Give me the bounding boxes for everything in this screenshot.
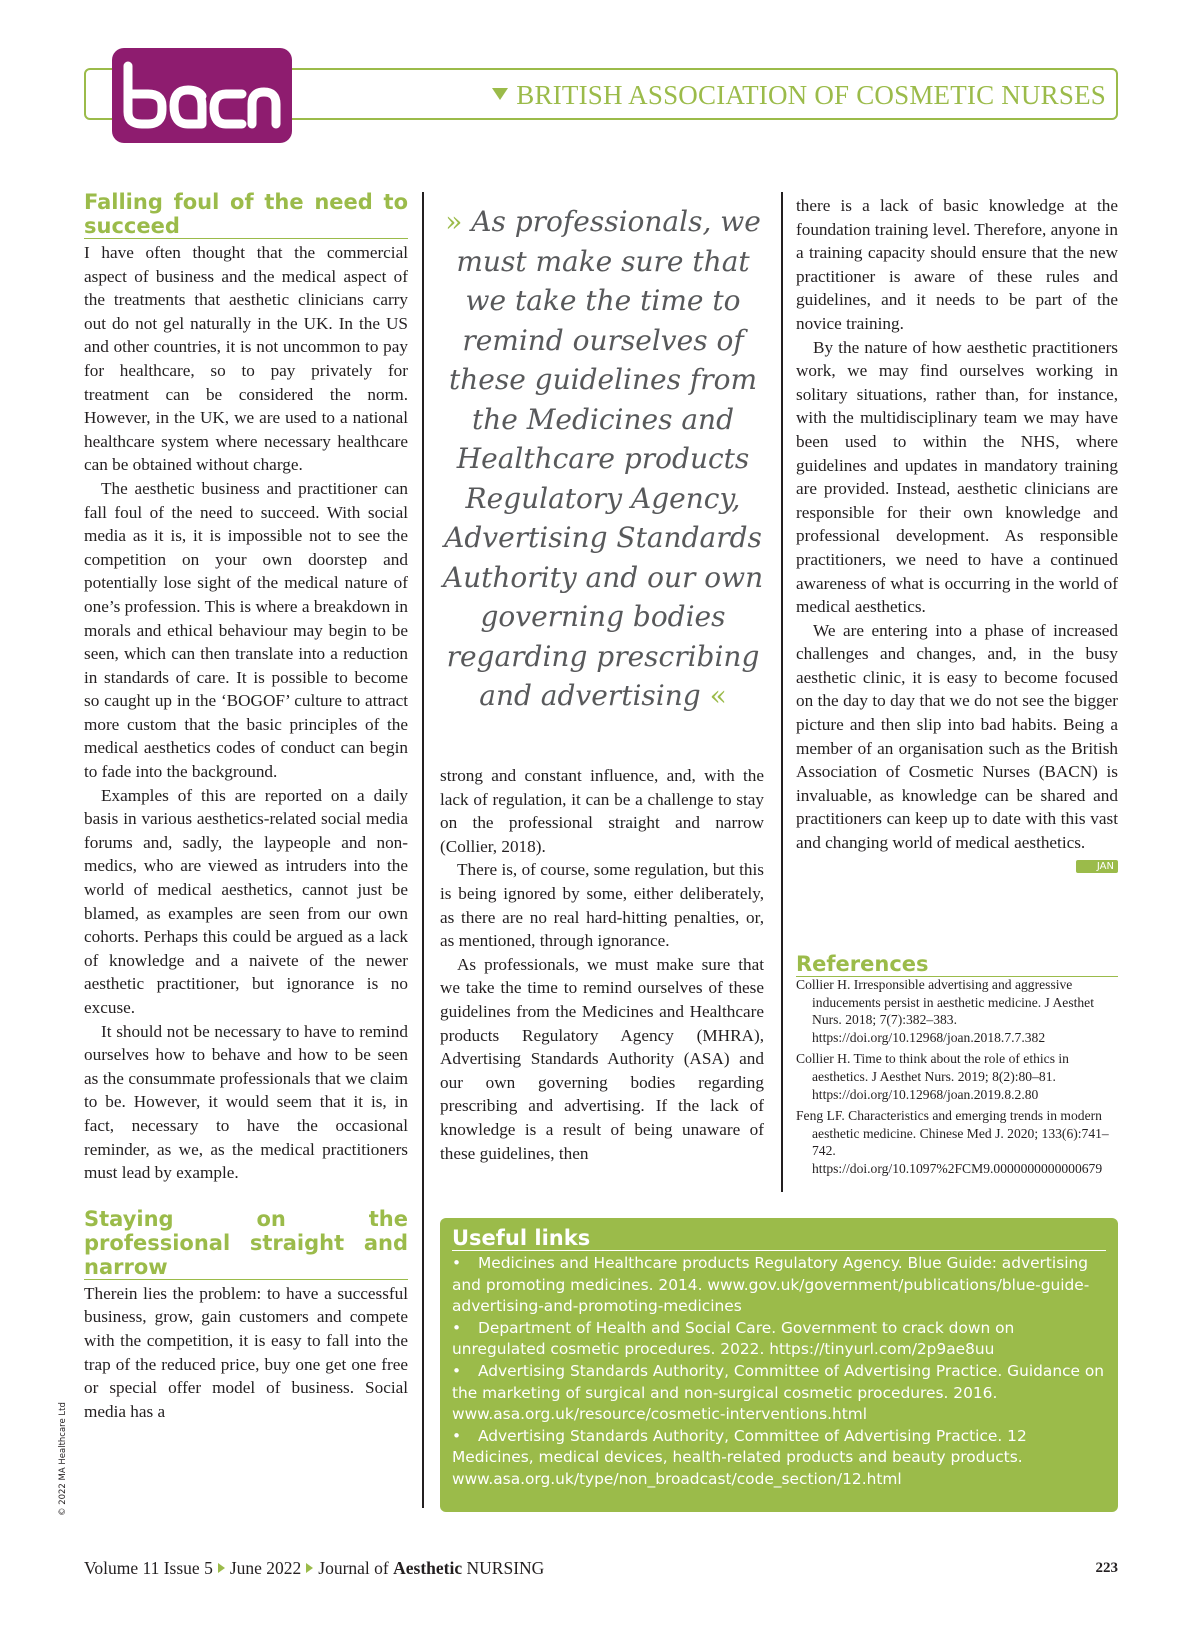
bullet-icon: • (452, 1426, 462, 1445)
footer-volume: Volume 11 Issue 5 (84, 1558, 213, 1578)
column-left (84, 190, 408, 1423)
paragraph: Examples of this are reported on a daily basis in various aesthetics-related social media forums and, sadly, the laypeople and non-medics, who are viewed as intruders into the world of medical aesthetics, cannot just be blamed, as examples are seen from our own cohorts. Perhaps this could be argued as a lack of knowledge and a naivete of the newer aesthetic practitioner, but ignorance is no excuse. (84, 785, 408, 1017)
paragraph: As professionals, we must make sure that we take the time to remind ourselves of these guidelines from the Medicines and Healthcare products Regulatory Agency (MHRA), Advertising Standards Authority (ASA) and our own governing bodies regarding prescribing and advertising. If the lack of knowledge is a result of being unaware of these guidelines, then (440, 954, 764, 1163)
paragraph: Therein lies the problem: to have a successful business, grow, gain customers and compete with the competition, it is easy to fall into the trap of the reduced price, buy one get one free or special offer model of business. Social media has a (84, 1283, 408, 1421)
useful-link-item: • Department of Health and Social Care. Government to crack down on unregulated cosmetic procedures. 2022. https://tinyurl.com/2p9ae8uu (452, 1318, 1015, 1359)
footer-journal-bold: Aesthetic (393, 1558, 463, 1578)
copyright-notice: © 2022 MA Healthcare Ltd (58, 1402, 68, 1516)
paragraph: It should not be necessary to have to remind ourselves how to behave and how to be seen as the consummate professionals that we claim to be. However, it would seem that it is, in fact, necessary to have the occasional reminder, as we, as the medical practitioners must lead by example. (84, 1021, 408, 1183)
paragraph: There is, of course, some regulation, but this is being ignored by some, either deliberately, as there are no real hard-hitting penalties, or, as mentioned, through ignorance. (440, 860, 764, 951)
pull-quote-text: As professionals, we must make sure that we take the time to remind ourselves of these guidelines from the Medicines and Healthcare products Regulatory Agency, Advertising Standards Authority and our own governing bodies regarding prescribing and advertising (442, 205, 764, 712)
end-mark-badge: JAN (1076, 860, 1118, 873)
bacn-logo-mark (118, 60, 286, 132)
references-heading: References (796, 952, 1118, 977)
section-heading: Staying on the professional straight and narrow (84, 1206, 408, 1279)
footer-date: June 2022 (229, 1558, 302, 1578)
triangle-right-icon (306, 1563, 313, 1573)
column-divider (781, 192, 783, 1192)
useful-links-box (440, 1218, 1118, 1512)
paragraph: strong and constant influence, and, with the lack of regulation, it can be a challenge to stay on the professional straight and narrow (Collier, 2018). (440, 766, 764, 856)
column-divider (422, 192, 424, 1508)
pull-quote (440, 202, 766, 716)
paragraph: By the nature of how aesthetic practitioners work, we may find ourselves working in solitary situations, rather than, for instance, with the multidisciplinary team we may have been used to within the NHS, where guidelines and updates in mandatory training are provided. Instead, aesthetic clinicians are responsible for their own knowledge and professional development. As responsible practitioners, we need to have a continued awareness of what is occurring in the world of medical aesthetics. (796, 337, 1118, 617)
column-right (796, 194, 1118, 873)
quote-open-mark: » (445, 205, 463, 238)
triangle-down-icon (492, 88, 508, 100)
footer-citation (84, 1558, 544, 1579)
reference-item: Collier H. Irresponsible advertising and aggressive inducements persist in aesthetic medicine. J Aesthet Nurs. 2018; 7(7):382–383. https://doi.org/10.12968/joan.2018.7.7.382 (796, 977, 1094, 1045)
triangle-right-icon (218, 1563, 225, 1573)
useful-link-item: • Advertising Standards Authority, Committee of Advertising Practice. 12 Medicines, medical devices, health-related products and beauty products. www.asa.org.uk/type/non_broadcast/code_section/12.html (452, 1426, 1027, 1488)
quote-close-mark: « (709, 679, 727, 712)
section-heading: Falling foul of the need to succeed (84, 190, 408, 238)
bacn-logo (112, 48, 292, 143)
paragraph: I have often thought that the commercial aspect of business and the medical aspect of the treatments that aesthetic clinicians carry out do not gel naturally in the UK. In the US and other countries, it is not uncommon to pay for healthcare, so to pay privately for treatment can be considered the norm. However, in the UK, we are used to a national healthcare system where necessary healthcare can be obtained without charge. (84, 243, 408, 475)
paragraph: We are entering into a phase of increased challenges and changes, and, in the busy aesthetic clinic, it is easy to become focused on the day to day that we do not see the bigger picture and then slip into bad habits. Being a member of an organisation such as the British Association of Cosmetic Nurses (BACN) is invaluable, as knowledge can be shared and practitioners can keep up to date with this vast and changing world of medical aesthetics. JAN (796, 620, 1118, 872)
paragraph: there is a lack of basic knowledge at the foundation training level. Therefore, anyone in a training capacity should ensure that the new practitioner is aware of these rules and guidelines, and it needs to be part of the novice training. (796, 196, 1118, 333)
useful-link-item: • Advertising Standards Authority, Committee of Advertising Practice. Guidance on the marketing of surgical and non-surgical cosmetic procedures. 2016. www.asa.org.uk/resource/cosmetic-interventions.html (452, 1361, 1105, 1424)
paragraph: The aesthetic business and practitioner can fall foul of the need to succeed. With social media as it is, it is impossible not to see the competition on your own doorstep and potentially lose sight of the medical nature of one’s profession. This is where a breakdown in morals and ethical behaviour may begin to be seen, which can then translate into a reduction in standards of care. It is possible to become so caught up in the ‘BOGOF’ culture to attract more custom that the basic principles of the medical aesthetics codes of conduct can begin to fade into the background. (84, 478, 408, 782)
reference-item: Collier H. Time to think about the role of ethics in aesthetics. J Aesthet Nurs. 2019; 8(2):80–81. https://doi.org/10.12968/joan.2019.8.2.80 (796, 1051, 1069, 1102)
section-title: BRITISH ASSOCIATION OF COSMETIC NURSES (492, 80, 1106, 111)
page-number: 223 (1095, 1560, 1118, 1576)
footer-journal-prefix: Journal of (318, 1558, 389, 1578)
reference-item: Feng LF. Characteristics and emerging trends in modern aesthetic medicine. Chinese Med J. 2020; 133(6):741–742. https://doi.org/10.1097%2FCM9.0000000000000679 (796, 1108, 1109, 1176)
footer-journal-suffix: NURSING (466, 1558, 545, 1578)
references-list (796, 976, 1118, 1182)
bullet-icon: • (452, 1318, 462, 1337)
useful-link-item: • Medicines and Healthcare products Regulatory Agency. Blue Guide: advertising and promoting medicines. 2014. www.gov.uk/government/publications/blue-guide-advertising-and-promoting-medicines (452, 1254, 1090, 1316)
column-middle (440, 764, 764, 1165)
useful-links-heading: Useful links (452, 1226, 1106, 1251)
bullet-icon: • (452, 1254, 462, 1272)
bullet-icon: • (452, 1361, 462, 1380)
